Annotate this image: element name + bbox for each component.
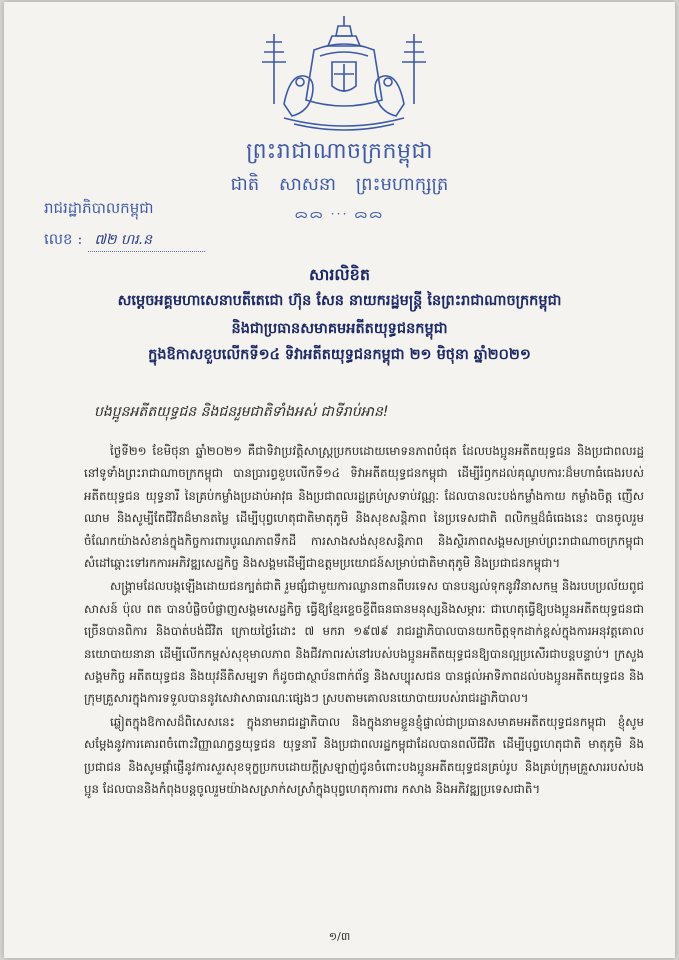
document-page (4, 2, 675, 958)
salutation: បងប្អូនអតីតយុទ្ធជន និងជនរួមជាតិទាំងអស់ ជាទីរាប់អាន! (94, 404, 389, 420)
paragraph: ឆ្លៀតក្នុងឱកាសដ៏ពិសេសនេះ ក្នុងនាមរាជរដ្ឋាភិបាល និងក្នុងនាមខ្លួនខ្ញុំផ្ទាល់ជាប្រធានសមាគមអតីតយុទ្ធជនកម្ពុជា ខ្ញុំសូមសម្តែងនូវការគោរពចំពោះវិញ្ញាណក្ខន្ធយុទ្ធជន យុទ្ធនារី និងប្រជាពលរដ្ឋកម្ពុជាដែលបានពលីជីវិត ដើម្បីបុព្វហេតុជាតិ មាតុភូមិ និងប្រជាជន និងសូមផ្តាំផ្ញើនូវការសួរសុខទុក្ខប្រកបដោយក្តីស្រឡាញ់ជូនចំពោះបងប្អូនអតីតយុទ្ធជនគ្រប់រូប និងគ្រប់ក្រុមគ្រួសាររបស់បងប្អូន ដែលបាននិងកំពុងបន្តចូលរួមយ៉ាងសស្រាក់សស្រាំក្នុងបុព្វហេតុការពារ កសាង និងអភិវឌ្ឍប្រទេសជាតិ។ (84, 714, 644, 797)
royal-coat-of-arms-icon (244, 12, 444, 137)
page-number: ១/៣ (328, 930, 351, 943)
title-sender: សម្តេចអគ្គមហាសេនាបតីតេជោ ហ៊ុន សែន នាយករដ្ឋមន្ត្រី នៃព្រះរាជាណាចក្រកម្ពុជា (117, 293, 562, 309)
paragraph: សង្គ្រាមដែលបង្កឡើងដោយជនក្បត់ជាតិ រួមផ្សំជាមួយការឈ្លានពានពីបរទេស បានបន្សល់ទុកនូវវិនាសកម្ម និងរបបប្រល័យពូជសាសន៍ ប៉ុល ពត បានបំផ្លិចបំផ្លាញសង្គមសេដ្ឋកិច្ច ធ្វើឱ្យខ្មែរខ្ទេចខ្ទីពីធនធានមនុស្សនិងសម្ភារៈ ជាហេតុធ្វើឱ្យបងប្អូនអតីតយុទ្ធជនជាច្រើនបានពិការ និងបាត់បង់ជីវិត ក្រោយថ្ងៃរំដោះ ៧ មករា ១៩៧៩ រាជរដ្ឋាភិបាលបានយកចិត្តទុកដាក់ខ្ពស់ក្នុងការអនុវត្តគោលនយោបាយនានា ដើម្បីលើកកម្ពស់សុខុមាលភាព និងជីវភាពរស់នៅរបស់បងប្អូនអតីតយុទ្ធជនឱ្យបានល្អប្រសើរជាបន្តបន្ទាប់។ ក្រសួងសង្គមកិច្ច អតីតយុទ្ធជន និងយុវនីតិសម្បទា ក៏ដូចជាស្ថាប័នពាក់ព័ន្ធ និងសប្បុរសជន បានផ្តល់អាទិភាពដល់បងប្អូនអតីតយុទ្ធជន និងក្រុមគ្រួសារក្នុងការទទួលបាននូវសេវាសាធារណៈផ្សេងៗ ស្របតាមគោលនយោបាយរបស់រាជរដ្ឋាភិបាល។ (84, 579, 644, 706)
government-name: រាជរដ្ឋាភិបាលកម្ពុជា (44, 199, 154, 217)
reference-label: លេខ : (44, 230, 83, 248)
motto-ornament: ᯅᯅ ⋅·⋅ ᯅᯅ (294, 207, 385, 221)
title-role: និងជាប្រធានសមាគមអតីតយុទ្ធជនកម្ពុជា (231, 321, 448, 337)
document-title: សារលិខិត (309, 265, 370, 284)
national-motto: ជាតិ សាសនា ព្រះមហាក្សត្រ (230, 174, 449, 195)
title-occasion: ក្នុងឱកាសខួបលើកទី១៤ ទិវាអតីតយុទ្ធជនកម្ពុជា ២១ មិថុនា ឆ្នាំ២០២១ (148, 347, 531, 363)
reference-line (44, 230, 205, 252)
letter-body (84, 440, 644, 802)
paragraph: ថ្ងៃទី២១ ខែមិថុនា ឆ្នាំ២០២១ គឺជាទិវាប្រវត្តិសាស្ត្រប្រកបដោយមោទនភាពបំផុត ដែលបងប្អូនអតីតយុទ្ធជន និងប្រជាពលរដ្ឋនៅទូទាំងព្រះរាជាណាចក្រកម្ពុជា បានប្រារព្ធខួបលើកទី១៤ ទិវាអតីតយុទ្ធជនកម្ពុជា ដើម្បីរំឭកដល់គុណូបការៈដ៏មហាធំធេងរបស់អតីតយុទ្ធជន យុទ្ធនារី នៃគ្រប់កម្លាំងប្រដាប់អាវុធ និងប្រជាពលរដ្ឋគ្រប់ស្រទាប់វណ្ណៈ ដែលបានលះបង់កម្លាំងកាយ កម្លាំងចិត្ត ញើស ឈាម និងសូម្បីតែជីវិតដ៏មានតម្លៃ ដើម្បីបុព្វហេតុជាតិមាតុភូមិ និងសុខសន្តិភាព នៃប្រទេសជាតិ ពលិកម្មដ៏ធំធេងនេះ បានចូលរួមចំណែកយ៉ាងសំខាន់ក្នុងកិច្ចការពារបូរណភាពទឹកដី ការសាងសង់សុខសន្តិភាព និងស្ថិរភាពសង្គមសម្រាប់ព្រះរាជាណាចក្រកម្ពុជា សំដៅឆ្ពោះទៅរកការអភិវឌ្ឍសេដ្ឋកិច្ច និងសង្គមដើម្បីជាឧត្តមប្រយោជន៍សម្រាប់ជាតិមាតុភូមិ និងប្រជាជនកម្ពុជា។ (84, 444, 644, 571)
reference-number: ៧២ ហរ.ន (88, 230, 205, 252)
kingdom-heading: ព្រះរាជាណាចក្រកម្ពុជា (246, 139, 433, 164)
